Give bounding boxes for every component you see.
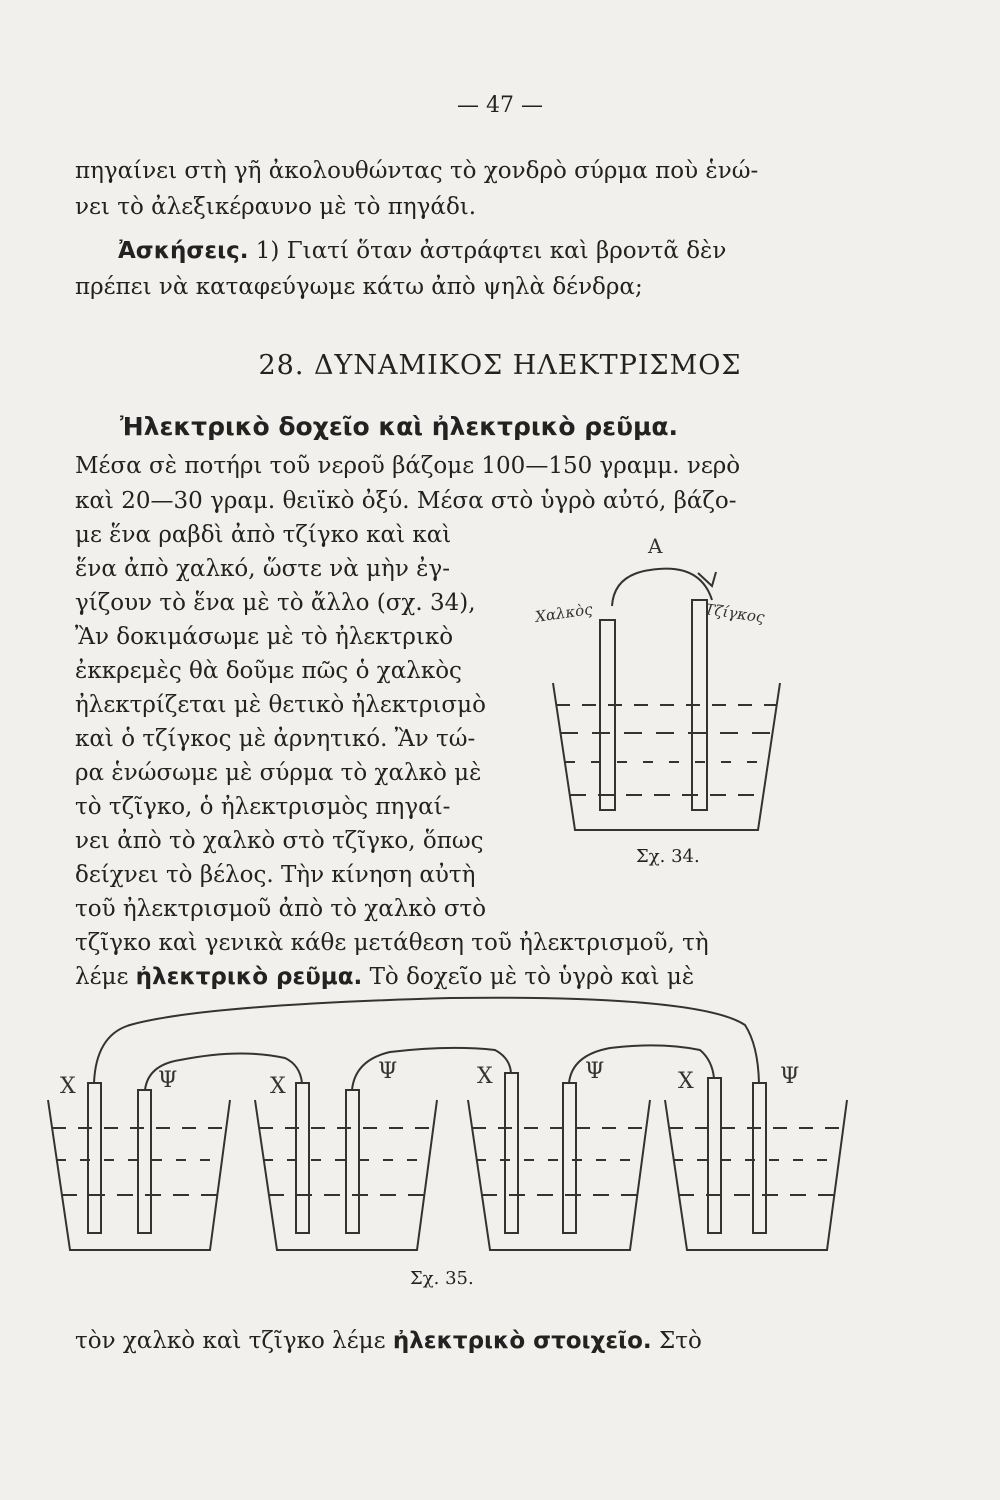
text-line: νει ἀπὸ τὸ χαλκὸ στὸ τζῖγκο, ὅπως	[75, 828, 484, 854]
fig35-rod	[138, 1090, 151, 1233]
fig35-rod	[753, 1083, 766, 1233]
text-line: δείχνει τὸ βέλος. Τὴν κίνηση αὐτὴ	[75, 862, 476, 888]
fig35-rod	[88, 1083, 101, 1233]
fig35-label-psi: Ψ	[158, 1068, 178, 1093]
term-electric-cell: ἠλεκτρικὸ στοιχεῖο.	[392, 1328, 652, 1354]
exercise-question-1: 1) Γιατί ὅταν ἀστράφτει καὶ βροντᾶ δὲν	[248, 238, 727, 264]
fig35-label-x: Χ	[270, 1074, 286, 1099]
fig35-label-psi: Ψ	[378, 1059, 398, 1084]
fig35-rod	[346, 1090, 359, 1233]
text-line: νει τὸ ἀλεξικέραυνο μὲ τὸ πηγάδι.	[75, 194, 477, 220]
fig34-caption: Σχ. 34.	[636, 846, 700, 867]
text-line: ἕνα ἀπὸ χαλκό, ὥστε νὰ μὴν ἐγ-	[75, 556, 450, 582]
fig35-label-x: Χ	[477, 1064, 493, 1089]
text-line: καὶ ὁ τζίγκος μὲ ἀρνητικό. Ἂν τώ-	[75, 726, 476, 752]
subheading: Ἠλεκτρικὸ δοχεῖο καὶ ἠλεκτρικὸ ρεῦμα.	[120, 412, 679, 441]
fig35-rod	[708, 1078, 721, 1233]
exercises-label: Ἀσκήσεις.	[118, 238, 249, 264]
fig35-vessel	[468, 1100, 650, 1250]
term-electric-current: ἠλεκτρικὸ ρεῦμα.	[135, 964, 363, 990]
text-line: τζῖγκο καὶ γενικὰ κάθε μετάθεση τοῦ ἠλεκτρισμοῦ, τὴ	[75, 930, 709, 956]
fig35-caption: Σχ. 35.	[410, 1268, 474, 1289]
text-line: ἐκκρεμὲς θὰ δοῦμε πῶς ὁ χαλκὸς	[75, 658, 462, 684]
fig35-rod	[563, 1083, 576, 1233]
text-line: τὸν χαλκὸ καὶ τζῖγκο λέμε ἠλεκτρικὸ στοιχεῖο. Στὸ	[75, 1328, 702, 1354]
text-line: τὸ τζῖγκο, ὁ ἠλεκτρισμὸς πηγαί-	[75, 794, 451, 820]
fig35-outer-wire	[94, 998, 759, 1083]
fig35-label-psi: Ψ	[585, 1059, 605, 1084]
text-line: Μέσα σὲ ποτήρι τοῦ νεροῦ βάζομε 100—150 γραμμ. νερὸ	[75, 453, 741, 479]
fig34-label-copper: Χαλκὸς	[534, 600, 594, 626]
text-line: πηγαίνει στὴ γῆ ἀκολουθώντας τὸ χονδρὸ σύρμα ποὺ ἑνώ-	[75, 158, 759, 184]
text-line: ρα ἑνώσωμε μὲ σύρμα τὸ χαλκὸ μὲ	[75, 760, 482, 786]
text-line: τοῦ ἠλεκτρισμοῦ ἀπὸ τὸ χαλκὸ στὸ	[75, 896, 487, 922]
fig35-label-x: Χ	[60, 1074, 76, 1099]
text-line: λέμε ἠλεκτρικὸ ρεῦμα. Τὸ δοχεῖο μὲ τὸ ὑγρὸ καὶ μὲ	[75, 964, 695, 990]
text-line: Ἂν δοκιμάσωμε μὲ τὸ ἠλεκτρικὸ	[75, 624, 454, 650]
fig34-label-zinc: Τζίγκος	[703, 600, 766, 627]
page-number: — 47 —	[457, 93, 543, 118]
fig35-label-psi: Ψ	[780, 1064, 800, 1089]
fig35-label-x: Χ	[678, 1069, 694, 1094]
text-line: ἠλεκτρίζεται μὲ θετικὸ ἠλεκτρισμὸ	[75, 692, 486, 718]
fig35-rod	[505, 1073, 518, 1233]
fig34-label-a: Α	[648, 534, 663, 558]
fig35-rod	[296, 1083, 309, 1233]
text-line: γίζουν τὸ ἕνα μὲ τὸ ἄλλο (σχ. 34),	[75, 590, 476, 616]
text-line: με ἕνα ραβδὶ ἀπὸ τζίγκο καὶ καὶ	[75, 522, 452, 548]
section-heading: 28. ΔΥΝΑΜΙΚΟΣ ΗΛΕΚΤΡΙΣΜΟΣ	[258, 350, 742, 381]
text-line: πρέπει νὰ καταφεύγωμε κάτω ἀπὸ ψηλὰ δένδρα;	[75, 274, 643, 300]
fig35-vessel	[665, 1100, 847, 1250]
text-line: καὶ 20—30 γραμ. θειϊκὸ ὀξύ. Μέσα στὸ ὑγρὸ αὐτό, βάζο-	[75, 488, 737, 514]
